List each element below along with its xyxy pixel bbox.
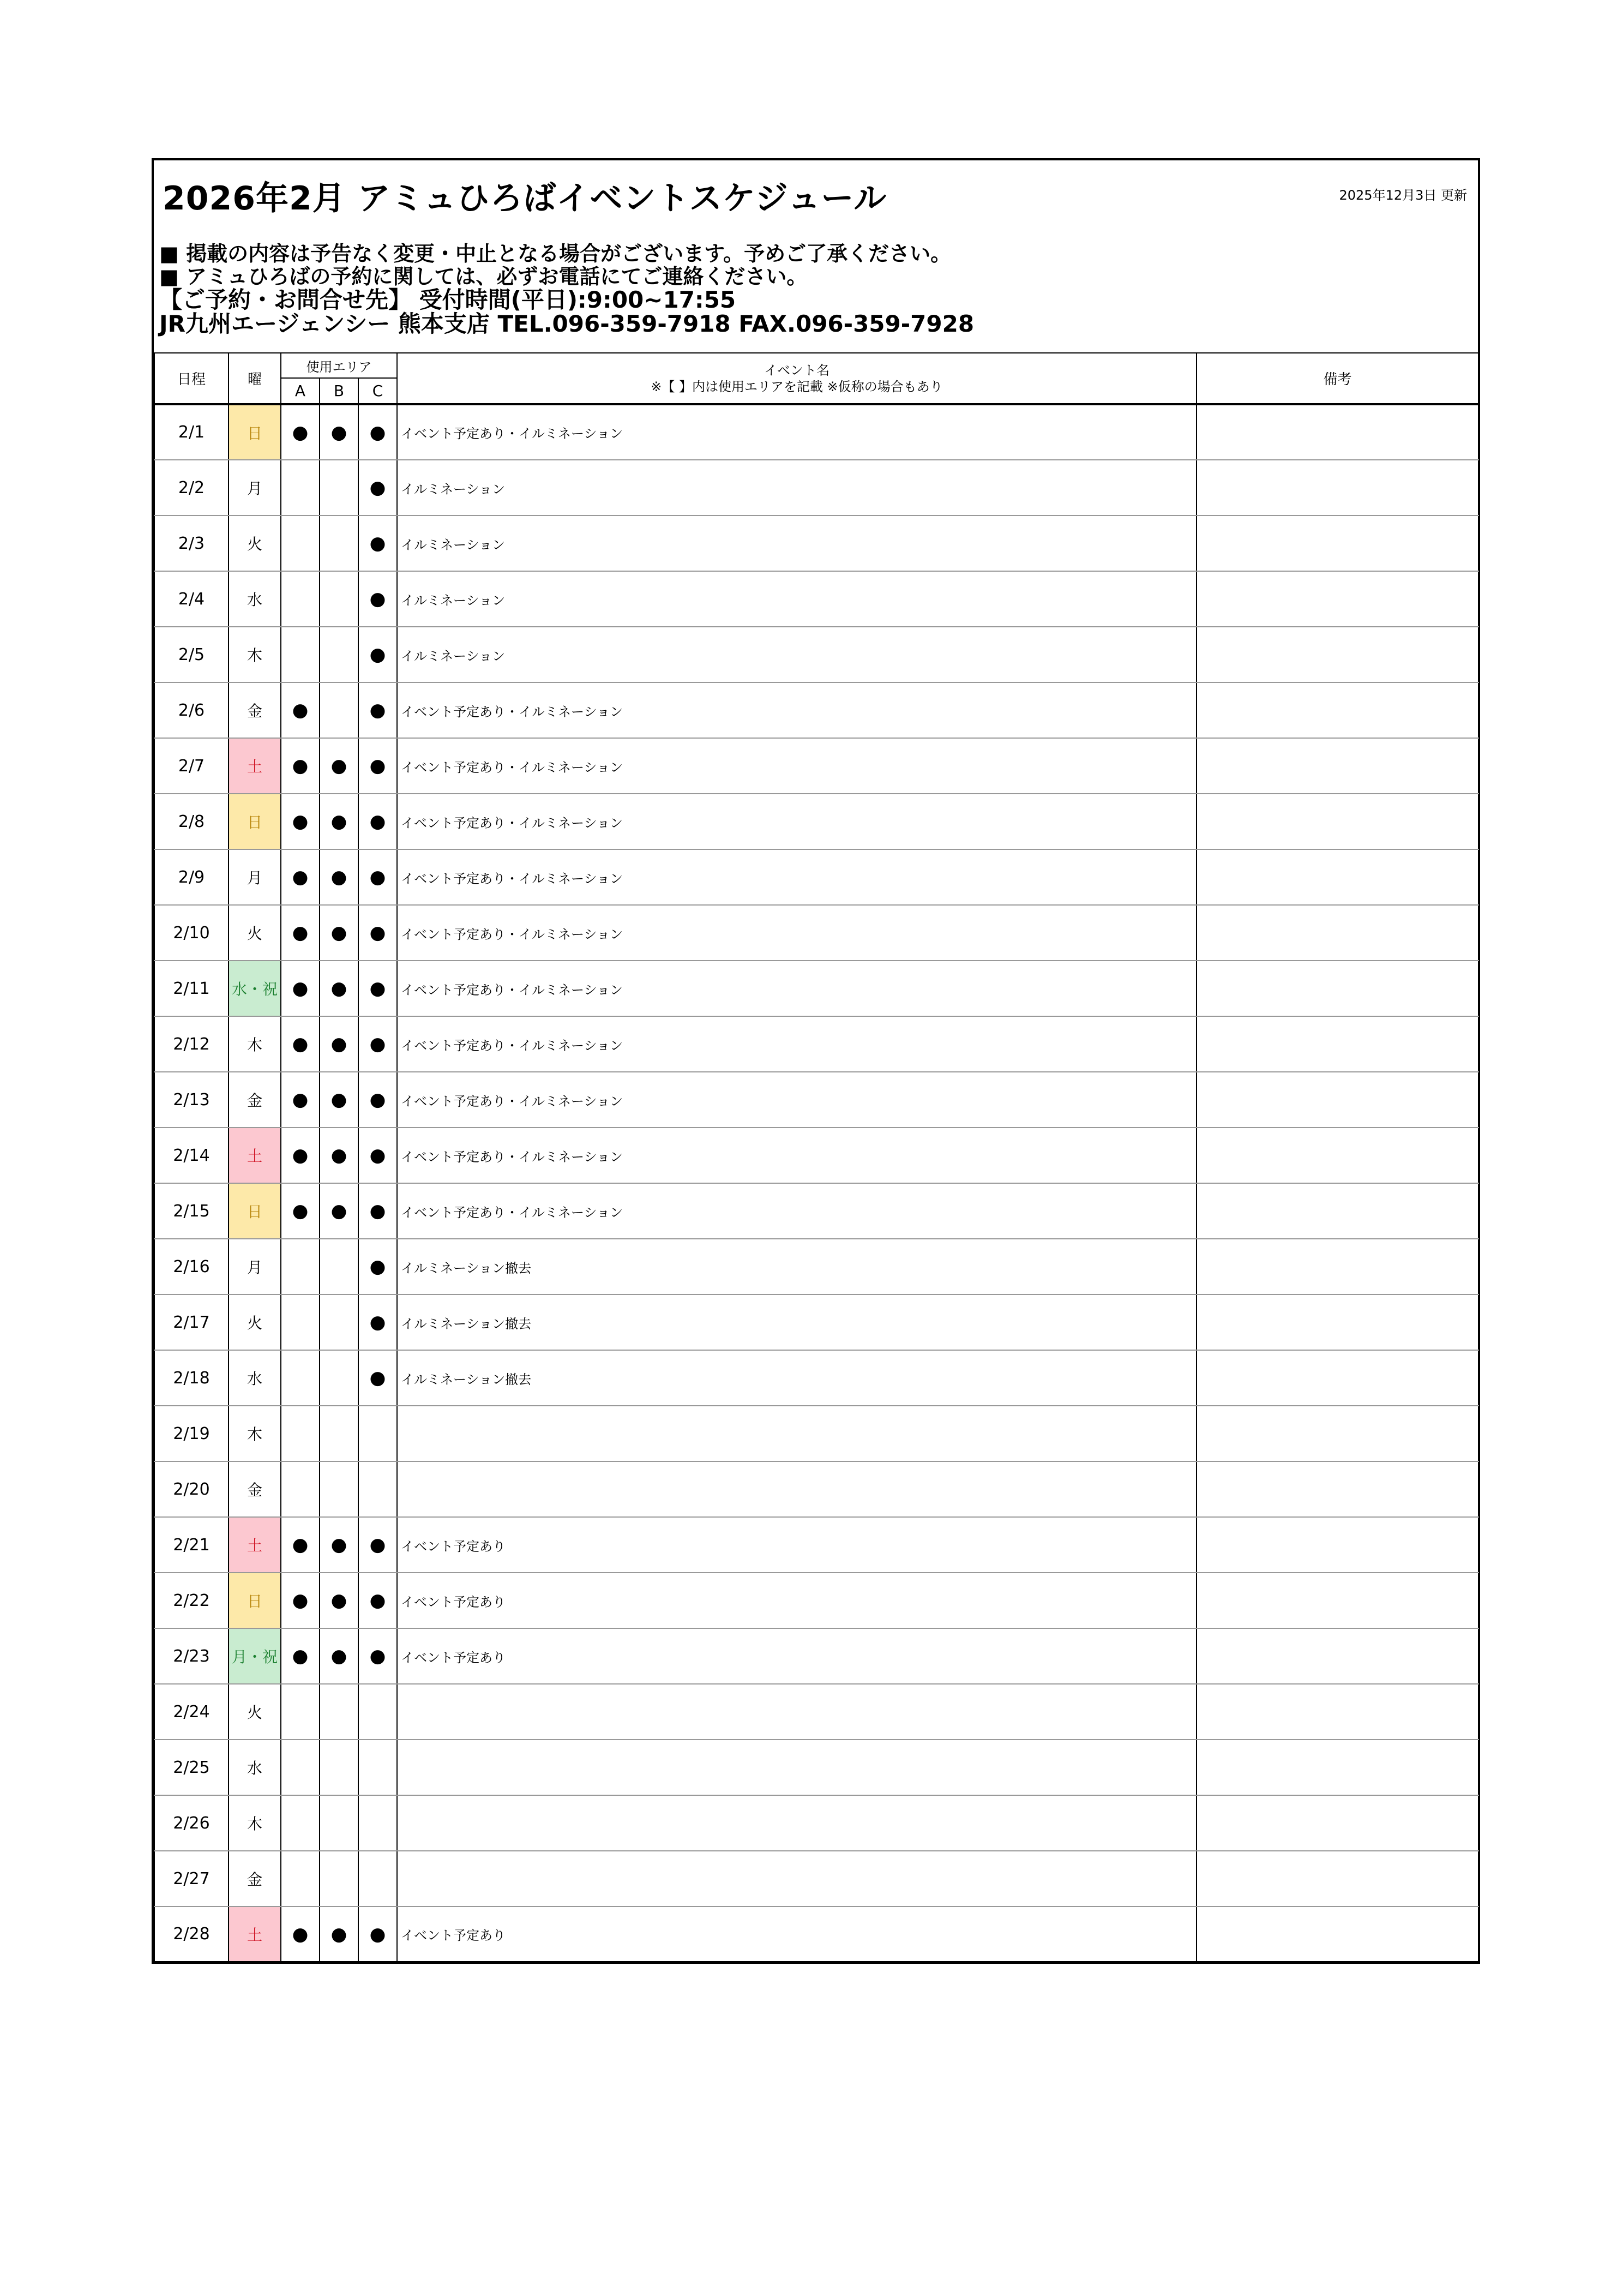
area-b-cell (320, 1684, 358, 1740)
date-cell: 2/11 (154, 961, 229, 1016)
area-used-dot-icon: ● (330, 1144, 347, 1166)
area-used-dot-icon: ● (292, 1144, 309, 1166)
area-c-cell (358, 1851, 397, 1907)
table-row (154, 1072, 1478, 1128)
remarks-cell (1197, 1517, 1478, 1573)
weekday-cell: 日 (229, 404, 281, 460)
area-used-dot-icon: ● (369, 1089, 386, 1111)
area-c-cell (358, 1628, 397, 1684)
remarks-cell (1197, 1573, 1478, 1628)
remarks-cell (1197, 1684, 1478, 1740)
event-header-label: イベント名 (764, 362, 830, 378)
date-cell: 2/2 (154, 460, 229, 515)
notice-contact-hours: 【ご予約・お問合せ先】 受付時間(平日):9:00~17:55 (159, 286, 736, 313)
event-name-cell: イベント予定あり・イルミネーション (397, 849, 1197, 905)
area-c-cell (358, 1684, 397, 1740)
area-c-cell (358, 460, 397, 515)
area-b-cell (320, 460, 358, 515)
table-row (154, 905, 1478, 961)
area-c-cell (358, 1128, 397, 1183)
area-used-dot-icon: ● (292, 1200, 309, 1222)
area-b-cell (320, 571, 358, 627)
event-name-cell (397, 1795, 1197, 1851)
event-name-cell (397, 1461, 1197, 1517)
area-used-dot-icon: ● (369, 1200, 386, 1222)
date-cell: 2/18 (154, 1350, 229, 1406)
weekday-cell: 水 (229, 571, 281, 627)
event-name-cell: イベント予定あり・イルミネーション (397, 682, 1197, 738)
area-a-cell (281, 738, 320, 794)
table-row (154, 1851, 1478, 1907)
area-used-dot-icon: ● (292, 866, 309, 888)
table-row (154, 1740, 1478, 1795)
header-row (154, 353, 1478, 378)
event-name-cell: イルミネーション撤去 (397, 1350, 1197, 1406)
weekday-cell: 火 (229, 1294, 281, 1350)
date-cell: 2/13 (154, 1072, 229, 1128)
area-used-dot-icon: ● (292, 1923, 309, 1945)
area-used-dot-icon: ● (330, 811, 347, 832)
date-cell: 2/22 (154, 1573, 229, 1628)
area-a-cell (281, 1350, 320, 1406)
area-b-cell (320, 682, 358, 738)
col-area-c-header: C (358, 378, 397, 404)
area-b-cell (320, 794, 358, 849)
area-c-cell (358, 905, 397, 961)
area-c-cell (358, 738, 397, 794)
area-used-dot-icon: ● (292, 811, 309, 832)
area-a-cell (281, 794, 320, 849)
table-row (154, 1294, 1478, 1350)
area-a-cell (281, 1183, 320, 1239)
table-row (154, 1684, 1478, 1740)
date-cell: 2/21 (154, 1517, 229, 1573)
area-a-cell (281, 1851, 320, 1907)
remarks-cell (1197, 1851, 1478, 1907)
area-used-dot-icon: ● (292, 421, 309, 443)
weekday-cell: 土 (229, 1907, 281, 1962)
area-used-dot-icon: ● (292, 1590, 309, 1611)
area-b-cell (320, 515, 358, 571)
date-cell: 2/16 (154, 1239, 229, 1294)
remarks-cell (1197, 738, 1478, 794)
area-b-cell (320, 1740, 358, 1795)
area-b-cell (320, 627, 358, 682)
area-c-cell (358, 1294, 397, 1350)
event-name-cell: イベント予定あり・イルミネーション (397, 905, 1197, 961)
area-used-dot-icon: ● (369, 1534, 386, 1556)
area-used-dot-icon: ● (369, 1645, 386, 1667)
weekday-cell: 金 (229, 1851, 281, 1907)
area-used-dot-icon: ● (330, 866, 347, 888)
col-area-b-header: B (320, 378, 358, 404)
area-used-dot-icon: ● (369, 1367, 386, 1389)
event-name-cell: イルミネーション (397, 627, 1197, 682)
remarks-cell (1197, 515, 1478, 571)
area-b-cell (320, 1072, 358, 1128)
weekday-cell: 金 (229, 1072, 281, 1128)
area-c-cell (358, 515, 397, 571)
date-cell: 2/10 (154, 905, 229, 961)
area-b-cell (320, 905, 358, 961)
col-event-header (397, 353, 1197, 404)
area-b-cell (320, 404, 358, 460)
area-used-dot-icon: ● (369, 811, 386, 832)
weekday-cell: 月 (229, 1239, 281, 1294)
table-row (154, 1406, 1478, 1461)
remarks-cell (1197, 404, 1478, 460)
area-used-dot-icon: ● (330, 1923, 347, 1945)
event-name-cell: イベント予定あり・イルミネーション (397, 1072, 1197, 1128)
area-used-dot-icon: ● (292, 1089, 309, 1111)
remarks-cell (1197, 1294, 1478, 1350)
area-used-dot-icon: ● (369, 922, 386, 944)
date-cell: 2/14 (154, 1128, 229, 1183)
area-c-cell (358, 1350, 397, 1406)
area-c-cell (358, 1183, 397, 1239)
area-a-cell (281, 1628, 320, 1684)
remarks-cell (1197, 1016, 1478, 1072)
area-used-dot-icon: ● (330, 1033, 347, 1055)
area-c-cell (358, 849, 397, 905)
area-b-cell (320, 1795, 358, 1851)
area-c-cell (358, 404, 397, 460)
area-a-cell (281, 460, 320, 515)
remarks-cell (1197, 1907, 1478, 1962)
event-name-cell: イベント予定あり (397, 1573, 1197, 1628)
date-cell: 2/9 (154, 849, 229, 905)
area-used-dot-icon: ● (369, 644, 386, 666)
area-a-cell (281, 627, 320, 682)
event-name-cell (397, 1851, 1197, 1907)
weekday-cell: 月 (229, 460, 281, 515)
event-name-cell: イベント予定あり・イルミネーション (397, 794, 1197, 849)
area-a-cell (281, 961, 320, 1016)
area-used-dot-icon: ● (369, 1311, 386, 1333)
area-used-dot-icon: ● (292, 978, 309, 999)
weekday-cell: 金 (229, 682, 281, 738)
date-cell: 2/5 (154, 627, 229, 682)
area-a-cell (281, 682, 320, 738)
date-cell: 2/27 (154, 1851, 229, 1907)
area-b-cell (320, 738, 358, 794)
event-name-cell: イルミネーション撤去 (397, 1294, 1197, 1350)
schedule-rows (154, 404, 1478, 1962)
remarks-cell (1197, 682, 1478, 738)
notice-change: ■ 掲載の内容は予告なく変更・中止となる場合がございます。予めご了承ください。 (159, 242, 952, 266)
date-cell: 2/6 (154, 682, 229, 738)
remarks-cell (1197, 1795, 1478, 1851)
event-name-cell (397, 1406, 1197, 1461)
col-remarks-header: 備考 (1197, 353, 1478, 404)
event-name-cell: イルミネーション撤去 (397, 1239, 1197, 1294)
area-used-dot-icon: ● (292, 922, 309, 944)
area-a-cell (281, 1016, 320, 1072)
weekday-cell: 木 (229, 1406, 281, 1461)
event-name-cell: イルミネーション (397, 571, 1197, 627)
area-b-cell (320, 961, 358, 1016)
area-used-dot-icon: ● (369, 866, 386, 888)
table-row (154, 1517, 1478, 1573)
event-name-cell: イベント予定あり・イルミネーション (397, 1183, 1197, 1239)
event-name-cell (397, 1684, 1197, 1740)
remarks-cell (1197, 1740, 1478, 1795)
page-title: 2026年2月 アミュひろばイベントスケジュール (163, 179, 887, 218)
area-used-dot-icon: ● (292, 1534, 309, 1556)
remarks-cell (1197, 460, 1478, 515)
event-name-cell: イベント予定あり・イルミネーション (397, 738, 1197, 794)
weekday-cell: 日 (229, 1573, 281, 1628)
remarks-cell (1197, 849, 1478, 905)
remarks-cell (1197, 1128, 1478, 1183)
weekday-cell: 金 (229, 1461, 281, 1517)
col-dow-header: 曜 (229, 353, 281, 404)
area-b-cell (320, 1907, 358, 1962)
area-b-cell (320, 1294, 358, 1350)
notice-reservation: ■ アミュひろばの予約に関しては、必ずお電話にてご連絡ください。 (159, 265, 808, 289)
event-name-cell: イベント予定あり・イルミネーション (397, 1016, 1197, 1072)
area-b-cell (320, 1128, 358, 1183)
event-name-cell (397, 1740, 1197, 1795)
table-row (154, 738, 1478, 794)
remarks-cell (1197, 1461, 1478, 1517)
table-row (154, 515, 1478, 571)
date-cell: 2/12 (154, 1016, 229, 1072)
table-row (154, 1128, 1478, 1183)
area-a-cell (281, 1740, 320, 1795)
table-row (154, 1573, 1478, 1628)
remarks-cell (1197, 905, 1478, 961)
event-header-note: ※【 】内は使用エリアを記載 ※仮称の場合もあり (651, 379, 943, 394)
date-cell: 2/28 (154, 1907, 229, 1962)
area-a-cell (281, 515, 320, 571)
weekday-cell: 日 (229, 1183, 281, 1239)
area-c-cell (358, 1016, 397, 1072)
area-used-dot-icon: ● (330, 1089, 347, 1111)
date-cell: 2/23 (154, 1628, 229, 1684)
area-a-cell (281, 1072, 320, 1128)
event-name-cell: イベント予定あり (397, 1628, 1197, 1684)
area-b-cell (320, 1350, 358, 1406)
table-row (154, 627, 1478, 682)
remarks-cell (1197, 794, 1478, 849)
weekday-cell: 水 (229, 1740, 281, 1795)
area-c-cell (358, 1907, 397, 1962)
remarks-cell (1197, 1628, 1478, 1684)
area-a-cell (281, 1461, 320, 1517)
area-b-cell (320, 1239, 358, 1294)
date-cell: 2/26 (154, 1795, 229, 1851)
table-row (154, 1461, 1478, 1517)
area-a-cell (281, 1128, 320, 1183)
date-cell: 2/8 (154, 794, 229, 849)
event-name-cell: イルミネーション (397, 460, 1197, 515)
weekday-cell: 日 (229, 794, 281, 849)
area-used-dot-icon: ● (330, 755, 347, 777)
area-b-cell (320, 1851, 358, 1907)
table-row (154, 1628, 1478, 1684)
table-row (154, 1183, 1478, 1239)
area-used-dot-icon: ● (292, 1033, 309, 1055)
event-name-cell: イベント予定あり・イルミネーション (397, 961, 1197, 1016)
area-used-dot-icon: ● (369, 699, 386, 721)
area-a-cell (281, 1294, 320, 1350)
area-used-dot-icon: ● (369, 477, 386, 499)
area-a-cell (281, 404, 320, 460)
area-b-cell (320, 1016, 358, 1072)
remarks-cell (1197, 961, 1478, 1016)
event-name-cell: イベント予定あり (397, 1907, 1197, 1962)
area-used-dot-icon: ● (369, 1923, 386, 1945)
area-c-cell (358, 1740, 397, 1795)
area-used-dot-icon: ● (369, 1590, 386, 1611)
weekday-cell: 火 (229, 515, 281, 571)
area-used-dot-icon: ● (330, 978, 347, 999)
col-area-header: 使用エリア (281, 353, 397, 378)
weekday-cell: 土 (229, 1128, 281, 1183)
area-c-cell (358, 571, 397, 627)
table-row (154, 1016, 1478, 1072)
date-cell: 2/24 (154, 1684, 229, 1740)
weekday-cell: 土 (229, 738, 281, 794)
col-area-a-header: A (281, 378, 320, 404)
remarks-cell (1197, 1183, 1478, 1239)
weekday-cell: 土 (229, 1517, 281, 1573)
date-cell: 2/4 (154, 571, 229, 627)
remarks-cell (1197, 571, 1478, 627)
area-a-cell (281, 1795, 320, 1851)
col-date-header: 日程 (154, 353, 229, 404)
area-a-cell (281, 571, 320, 627)
area-b-cell (320, 1573, 358, 1628)
table-row (154, 849, 1478, 905)
remarks-cell (1197, 1406, 1478, 1461)
date-cell: 2/17 (154, 1294, 229, 1350)
table-row (154, 460, 1478, 515)
area-b-cell (320, 1183, 358, 1239)
area-a-cell (281, 1573, 320, 1628)
schedule-table (154, 352, 1479, 1963)
table-row (154, 1239, 1478, 1294)
area-used-dot-icon: ● (369, 755, 386, 777)
area-used-dot-icon: ● (330, 1200, 347, 1222)
weekday-cell: 木 (229, 627, 281, 682)
date-cell: 2/1 (154, 404, 229, 460)
area-c-cell (358, 1517, 397, 1573)
area-c-cell (358, 794, 397, 849)
weekday-cell: 水 (229, 1350, 281, 1406)
area-used-dot-icon: ● (292, 699, 309, 721)
schedule-sheet (152, 158, 1480, 1964)
area-used-dot-icon: ● (369, 1256, 386, 1278)
area-b-cell (320, 1517, 358, 1573)
area-used-dot-icon: ● (369, 532, 386, 554)
area-used-dot-icon: ● (292, 1645, 309, 1667)
area-a-cell (281, 1907, 320, 1962)
area-a-cell (281, 1684, 320, 1740)
area-used-dot-icon: ● (369, 1144, 386, 1166)
table-row (154, 1795, 1478, 1851)
date-cell: 2/3 (154, 515, 229, 571)
area-c-cell (358, 1573, 397, 1628)
remarks-cell (1197, 1239, 1478, 1294)
event-name-cell: イベント予定あり (397, 1517, 1197, 1573)
weekday-cell: 月 (229, 849, 281, 905)
area-b-cell (320, 1628, 358, 1684)
table-row (154, 1907, 1478, 1962)
area-a-cell (281, 1517, 320, 1573)
area-used-dot-icon: ● (292, 755, 309, 777)
notice-block (159, 242, 974, 336)
area-c-cell (358, 1239, 397, 1294)
table-row (154, 571, 1478, 627)
area-used-dot-icon: ● (369, 588, 386, 610)
area-a-cell (281, 905, 320, 961)
table-row (154, 961, 1478, 1016)
area-c-cell (358, 627, 397, 682)
date-cell: 2/15 (154, 1183, 229, 1239)
area-b-cell (320, 1406, 358, 1461)
area-used-dot-icon: ● (369, 978, 386, 999)
area-used-dot-icon: ● (330, 1645, 347, 1667)
table-row (154, 682, 1478, 738)
area-c-cell (358, 961, 397, 1016)
area-c-cell (358, 1072, 397, 1128)
weekday-cell: 月・祝 (229, 1628, 281, 1684)
remarks-cell (1197, 1072, 1478, 1128)
weekday-cell: 木 (229, 1795, 281, 1851)
notice-contact-info: JR九州エージェンシー 熊本支店 TEL.096-359-7918 FAX.096-359-7928 (159, 310, 975, 337)
area-a-cell (281, 1406, 320, 1461)
weekday-cell: 火 (229, 905, 281, 961)
weekday-cell: 水・祝 (229, 961, 281, 1016)
area-b-cell (320, 849, 358, 905)
area-used-dot-icon: ● (369, 421, 386, 443)
area-c-cell (358, 682, 397, 738)
area-used-dot-icon: ● (330, 1590, 347, 1611)
area-b-cell (320, 1461, 358, 1517)
remarks-cell (1197, 627, 1478, 682)
area-a-cell (281, 1239, 320, 1294)
area-c-cell (358, 1461, 397, 1517)
area-c-cell (358, 1406, 397, 1461)
area-used-dot-icon: ● (330, 922, 347, 944)
date-cell: 2/25 (154, 1740, 229, 1795)
date-cell: 2/7 (154, 738, 229, 794)
table-row (154, 1350, 1478, 1406)
area-used-dot-icon: ● (330, 1534, 347, 1556)
area-a-cell (281, 849, 320, 905)
updated-date: 2025年12月3日 更新 (1339, 188, 1467, 203)
table-row (154, 794, 1478, 849)
table-row (154, 404, 1478, 460)
event-name-cell: イベント予定あり・イルミネーション (397, 1128, 1197, 1183)
date-cell: 2/20 (154, 1461, 229, 1517)
weekday-cell: 火 (229, 1684, 281, 1740)
remarks-cell (1197, 1350, 1478, 1406)
event-name-cell: イルミネーション (397, 515, 1197, 571)
area-used-dot-icon: ● (330, 421, 347, 443)
date-cell: 2/19 (154, 1406, 229, 1461)
area-used-dot-icon: ● (369, 1033, 386, 1055)
area-c-cell (358, 1795, 397, 1851)
event-name-cell: イベント予定あり・イルミネーション (397, 404, 1197, 460)
weekday-cell: 木 (229, 1016, 281, 1072)
